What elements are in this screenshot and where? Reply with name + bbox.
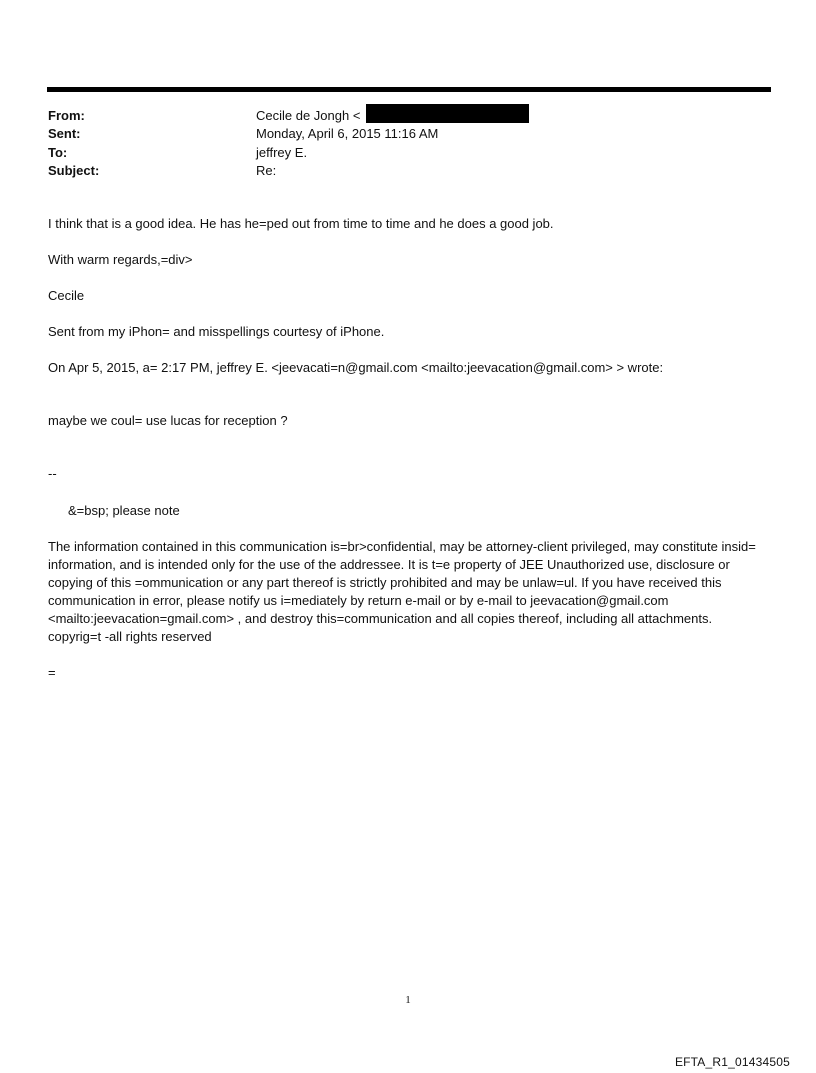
quoted-header: On Apr 5, 2015, a= 2:17 PM, jeffrey E. <jeevacati=n@gmail.com <mailto:jeevacation@gmail.com> > wrote: [48,360,664,375]
signature-name: Cecile [48,288,85,303]
subject-label: Subject: [48,163,100,178]
please-note-line: &=bsp; please note [68,503,180,518]
sent-value: Monday, April 6, 2015 11:16 AM [256,126,439,141]
from-value: Cecile de Jongh < [256,108,361,123]
sent-from-line: Sent from my iPhon= and misspellings courtesy of iPhone. [48,324,385,339]
header-rule [47,87,771,92]
subject-value: Re: [256,163,277,178]
body-paragraph: I think that is a good idea. He has he=ped out from time to time and he does a good job. [48,216,554,231]
document-id: EFTA_R1_01434505 [674,1055,790,1069]
to-value: jeffrey E. [256,145,308,160]
trailing-equals: = [48,665,56,680]
quoted-message: maybe we coul= use lucas for reception ? [48,413,288,428]
page-number: 1 [405,994,411,1006]
closing-line: With warm regards,=div> [48,252,193,267]
redaction-bar [366,104,529,123]
confidentiality-disclaimer: The information contained in this communication is=br>confidential, may be attorney-client privileged, may constitute insid= information, and is intended only for the use of the addressee. It is t=e property of JEE Unauthorized use, disclosure or copying of this =ommunication or any part thereof is strictly prohibited and may be unlaw=ul. If you have received this communication in error, please notify us i=mediately by return e-mail or by e-mail to jeevacation@gmail.com <mailto:jeevacation=gmail.com> , and destroy this=communication and all copies thereof, including all attachments. copyrig=t -all rights reserved [48,539,756,644]
signature-separator: -- [48,466,57,481]
sent-label: Sent: [48,126,81,141]
to-label: To: [48,145,68,160]
from-label: From: [48,108,85,123]
